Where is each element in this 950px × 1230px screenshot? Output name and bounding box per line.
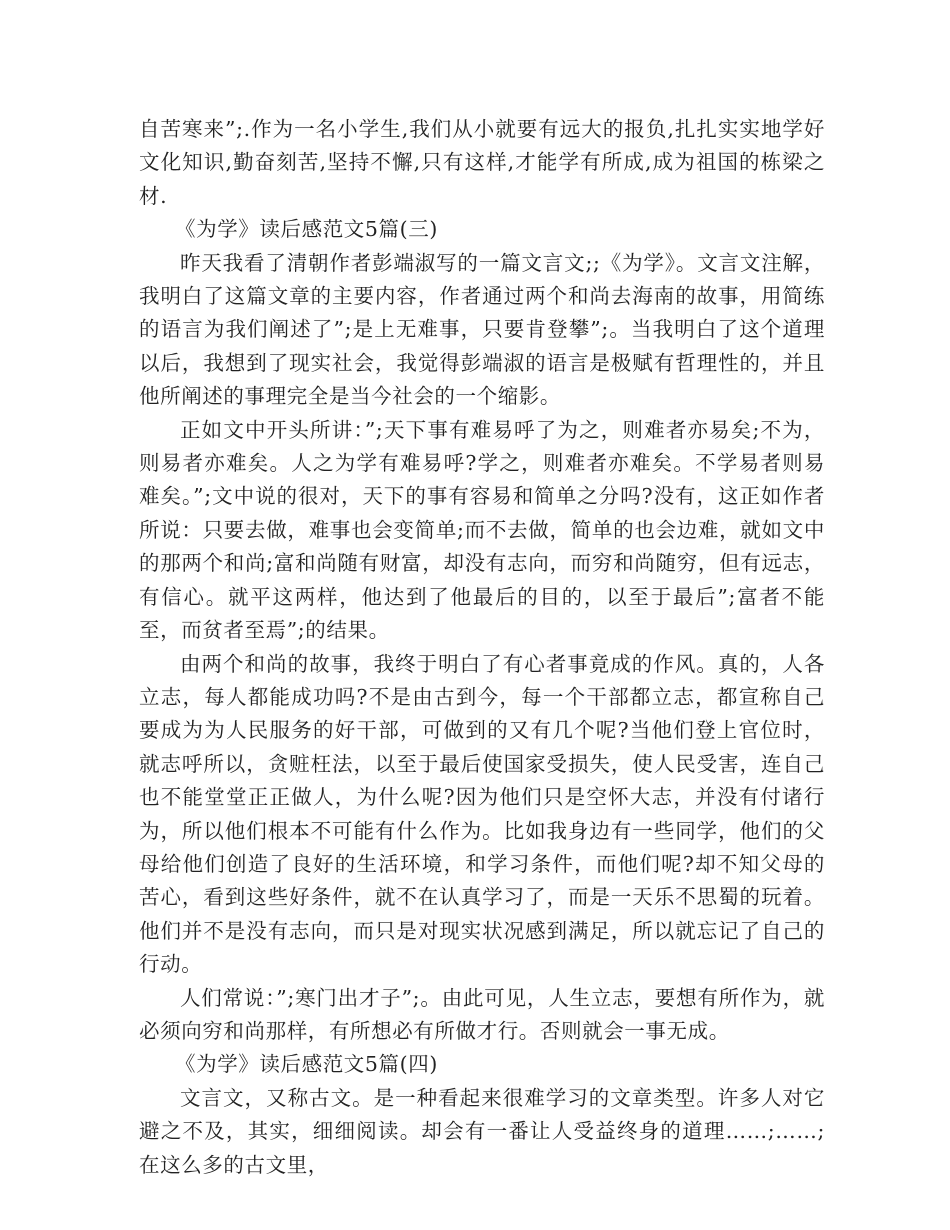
paragraph-continuation: 自苦寒来”;.作为一名小学生,我们从小就要有远大的报负,扎扎实实地学好文化知识,勤奋刻苦,坚持不懈,只有这样,才能学有所成,成为祖国的栋梁之材. (139, 117, 825, 208)
paragraph-3: 由两个和尚的故事，我终于明白了有心者事竟成的作风。真的，人各立志，每人都能成功吗?不是由古到今，每一个干部都立志，都宣称自己要成为为人民服务的好干部，可做到的又有几个呢?当他们登上官位时，就志呼所以，贪赃枉法，以至于最后使国家受损失，使人民受害，连自己也不能堂堂正正做人，为什么呢?因为他们只是空怀大志，并没有付诸行为，所以他们根本不可能有什么作为。比如我身边有一些同学，他们的父母给他们创造了良好的生活环境，和学习条件，而他们呢?却不知父母的苦心，看到这些好条件，就不在认真学习了，而是一天乐不思蜀的玩着。他们并不是没有志向，而只是对现实状况感到满足，所以就忘记了自己的行动。 (139, 651, 825, 977)
paragraph-4: 人们常说：”;寒门出才子”;。由此可见，人生立志，要想有所作为，就必须向穷和尚那样，有所想必有所做才行。否则就会一事无成。 (139, 985, 825, 1043)
section-heading-3: 《为学》读后感范文5篇(三) (175, 217, 438, 242)
paragraph-1: 昨天我看了清朝作者彭端淑写的一篇文言文;;《为学》。文言文注解，我明白了这篇文章的主要内容，作者通过两个和尚去海南的故事，用简练的语言为我们阐述了”;是上无难事，只要肯登攀”;。当我明白了这个道理以后，我想到了现实社会，我觉得彭端淑的语言是极赋有哲理性的，并且他所阐述的事理完全是当今社会的一个缩影。 (139, 250, 825, 409)
section-heading-4: 《为学》读后感范文5篇(四) (175, 1052, 438, 1077)
paragraph-5: 文言文，又称古文。是一种看起来很难学习的文章类型。许多人对它避之不及，其实，细细阅读。却会有一番让人受益终身的道理……;……;在这么多的古文里， (139, 1085, 825, 1177)
paragraph-2: 正如文中开头所讲：”;天下事有难易呼了为之，则难者亦易矣;不为，则易者亦难矣。人之为学有难易呼?学之，则难者亦难矣。不学易者则易难矣。”;文中说的很对，天下的事有容易和简单之分吗?没有，这正如作者所说：只要去做，难事也会变简单;而不去做，简单的也会边难，就如文中的那两个和尚;富和尚随有财富，却没有志向，而穷和尚随穷，但有远志，有信心。就平这两样，他达到了他最后的目的，以至于最后”;富者不能至，而贫者至焉”;的结果。 (139, 417, 825, 643)
